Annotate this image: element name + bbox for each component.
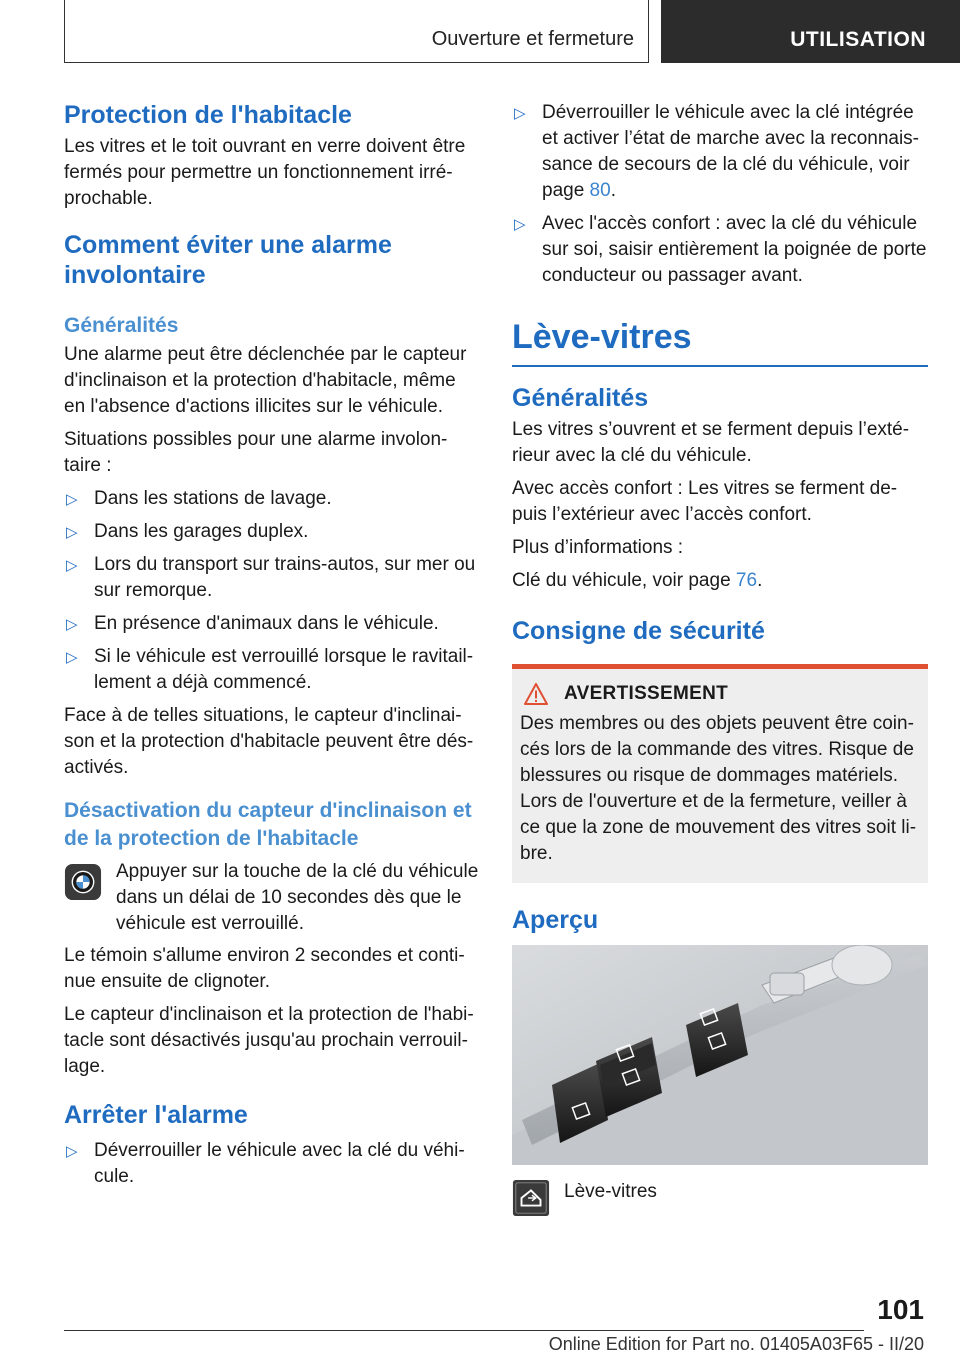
- list-item: ▷ Déverrouiller le véhicule avec la clé du véhi-cule.: [66, 1140, 465, 1187]
- window-lift-icon: [512, 1179, 550, 1217]
- triangle-bullet-icon: ▷: [66, 557, 78, 574]
- eviter-heading: Comment éviter une alarme involontaire: [64, 231, 392, 289]
- consigne-heading: Consigne de sécurité: [512, 617, 765, 645]
- header-chapter-title: UTILISATION: [790, 28, 926, 51]
- list-item: ▷ Dans les garages duplex.: [64, 519, 480, 545]
- generalites-p3: Face à de telles situations, le capteur d'inclinai-son et la protection d'habitacle peuvent être dés-activés.: [64, 705, 474, 778]
- triangle-bullet-icon: ▷: [66, 524, 78, 541]
- protection-heading: Protection de l'habitacle: [64, 101, 352, 129]
- page-number: 101: [877, 1294, 924, 1325]
- triangle-bullet-icon: ▷: [514, 216, 526, 233]
- list-item: ▷ Avec l'accès confort : avec la clé du véhicule sur soi, saisir entièrement la poignée de porte conducteur ou passager avant.: [514, 213, 927, 286]
- warning-text: Des membres ou des objets peuvent être coin-cés lors de la commande des vitres. Risque de blessures ou risque de dommages matériels. Lors de l'ouverture et de la fermeture, veiller à ce que la zone de mouvement des vitres soit li-bre.: [520, 713, 917, 864]
- footer-edition: Online Edition for Part no. 01405A03F65 - II/20: [548, 1334, 924, 1354]
- leve-vitres-heading: Lève-vitres: [512, 317, 928, 367]
- header-section-title: Ouverture et fermeture: [431, 28, 634, 50]
- header-section-box: [64, 0, 649, 63]
- leve-generalites-p2: Avec accès confort : Les vitres se ferment de-puis l’extérieur avec l’accès confort.: [512, 478, 898, 525]
- bmw-key-icon: [64, 863, 102, 901]
- generalites-p1: Une alarme peut être déclenchée par le capteur d'inclinaison et la protection d'habitacle, même en l'absence d'actions illicites sur le véhicule.: [64, 344, 467, 417]
- apercu-heading: Aperçu: [512, 906, 599, 934]
- desactivation-heading: Désactivation du capteur d'inclinaison et de la protection de l'habitacle: [64, 799, 472, 850]
- list-item: ▷ Lors du transport sur trains-autos, sur mer ou sur remorque.: [66, 554, 476, 601]
- footer-rule: [64, 1330, 864, 1331]
- generalites-heading-right: Généralités: [512, 384, 649, 412]
- triangle-bullet-icon: ▷: [66, 1143, 78, 1160]
- page-link[interactable]: 80: [589, 180, 611, 201]
- triangle-bullet-icon: ▷: [66, 649, 78, 666]
- list-item: ▷ Déverrouiller le véhicule avec la clé intégrée et activer l’état de marche avec la reconnais-sance de secours de la clé du véhicule, voir page 80.: [514, 102, 920, 201]
- warning-box: [512, 664, 928, 883]
- arreter-list-continued: [512, 100, 928, 289]
- photo-legend-label: Lève-vitres: [564, 1181, 657, 1202]
- triangle-bullet-icon: ▷: [66, 491, 78, 508]
- desactivation-p2: Le témoin s'allume environ 2 secondes et conti-nue ensuite de clignoter.: [64, 945, 465, 992]
- page-link[interactable]: 76: [735, 570, 758, 591]
- generalites-p2: Situations possibles pour une alarme involon-taire :: [64, 429, 448, 476]
- right-column: [512, 100, 928, 1223]
- generalites-heading-left: Généralités: [64, 314, 179, 337]
- photo-legend: [512, 1179, 928, 1223]
- leve-generalites-p1: Les vitres s’ouvrent et se ferment depuis l’exté-rieur avec la clé du véhicule.: [512, 419, 910, 466]
- list-item: ▷ Dans les stations de lavage.: [64, 486, 480, 512]
- situations-list: [64, 486, 480, 696]
- warning-title: AVERTISSEMENT: [520, 683, 920, 705]
- triangle-bullet-icon: ▷: [66, 616, 78, 633]
- left-column: [64, 100, 480, 1197]
- key-instruction: Appuyer sur la touche de la clé du véhicule dans un délai de 10 secondes dès que le véhicule est verrouillé.: [64, 859, 480, 937]
- protection-text: Les vitres et le toit ouvrant en verre doivent être fermés pour permettre un fonctionnement irré-prochable.: [64, 136, 466, 209]
- list-item: ▷ En présence d'animaux dans le véhicule.: [64, 611, 480, 637]
- leve-generalites-p4: Clé du véhicule, voir page 76.: [512, 570, 763, 591]
- arreter-heading: Arrêter l'alarme: [64, 1101, 248, 1129]
- warning-triangle-icon: [524, 683, 548, 705]
- header-chapter-box: [661, 0, 960, 63]
- leve-generalites-p3: Plus d’informations :: [512, 537, 684, 558]
- desactivation-p3: Le capteur d'inclinaison et la protection de l'habi-tacle sont désactivés jusqu'au prochain verrouil-lage.: [64, 1004, 474, 1077]
- arreter-list: [64, 1138, 480, 1190]
- list-item: ▷ Si le véhicule est verrouillé lorsque le ravitail-lement a déjà commencé.: [66, 646, 474, 693]
- window-switch-photo: [512, 945, 928, 1165]
- triangle-bullet-icon: ▷: [514, 105, 526, 122]
